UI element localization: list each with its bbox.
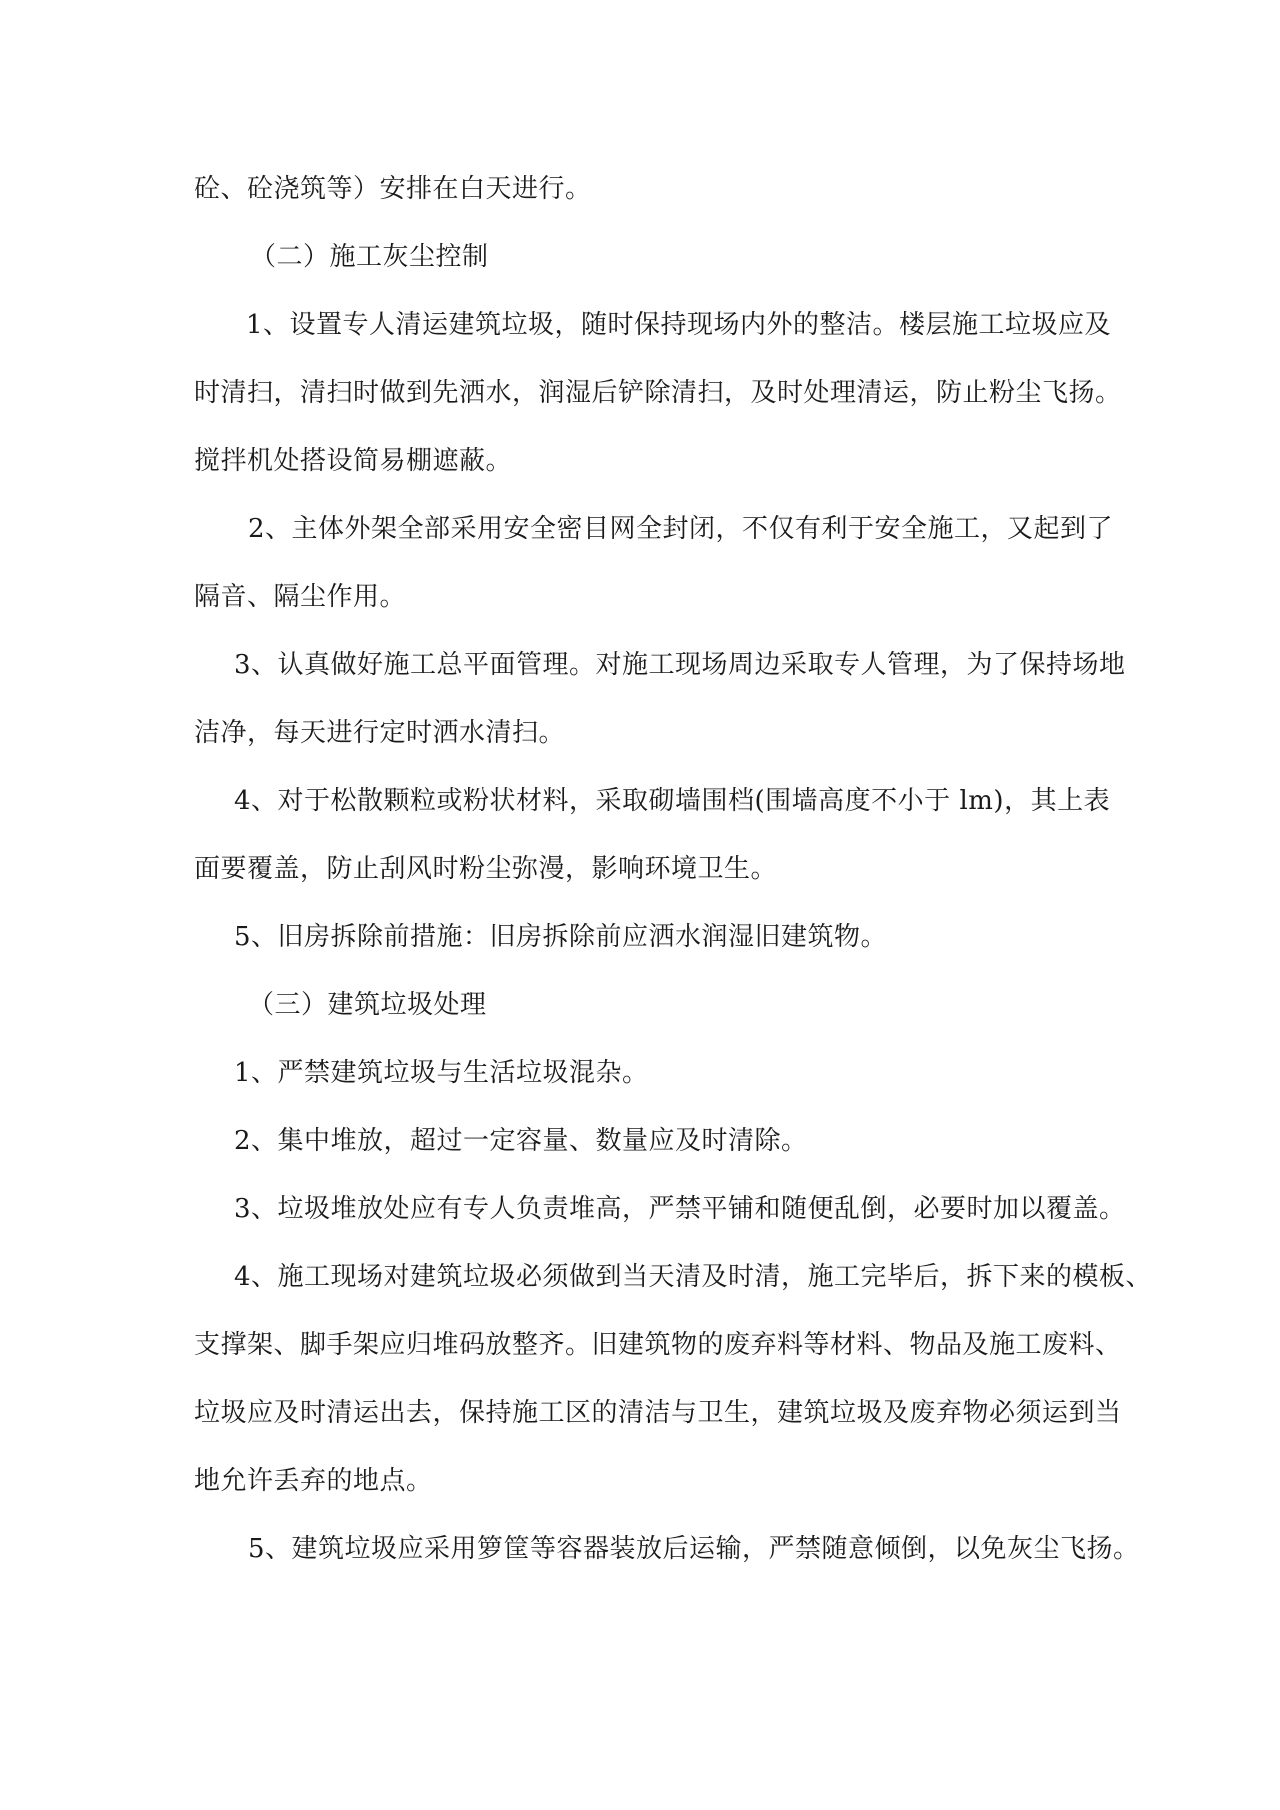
paragraph-waste-2 [194, 1107, 1090, 1175]
text-line: 搅拌机处搭设简易棚遮蔽。 [194, 446, 513, 476]
text-line: 隔音、隔尘作用。 [194, 582, 407, 612]
paragraph-item-3 [194, 631, 1126, 767]
text-line: 4、施工现场对建筑垃圾必须做到当天清及时清，施工完毕后，拆下来的模板、 [234, 1262, 1153, 1292]
paragraph-item-2 [194, 495, 1114, 631]
paragraph-item-4 [194, 767, 1111, 903]
text-line: 砼、砼浇筑等）安排在白天进行。 [194, 174, 592, 204]
text-line: 1、设置专人清运建筑垃圾，随时保持现场内外的整洁。楼层施工垃圾应及 [246, 310, 1112, 340]
text-line: 5、旧房拆除前措施：旧房拆除前应洒水润湿旧建筑物。 [234, 922, 888, 952]
text-line: 面要覆盖，防止刮风时粉尘弥漫，影响环境卫生。 [194, 854, 778, 884]
text-line: 地允许丢弃的地点。 [194, 1466, 433, 1496]
heading-text: （二）施工灰尘控制 [250, 242, 489, 272]
section-heading-waste [194, 971, 1090, 1039]
text-line: 垃圾应及时清运出去，保持施工区的清洁与卫生，建筑垃圾及废弃物必须运到当 [194, 1398, 1122, 1428]
text-line: 洁净，每天进行定时洒水清扫。 [194, 718, 566, 748]
heading-text: （三）建筑垃圾处理 [248, 990, 487, 1020]
paragraph-waste-1 [194, 1039, 1090, 1107]
text-line: 支撑架、脚手架应归堆码放整齐。旧建筑物的废弃料等材料、物品及施工废料、 [194, 1330, 1122, 1360]
paragraph-item-5 [194, 903, 1090, 971]
section-heading-dust-control [194, 223, 1090, 291]
text-line: 2、集中堆放，超过一定容量、数量应及时清除。 [234, 1126, 808, 1156]
text-line: 时清扫，清扫时做到先洒水，润湿后铲除清扫，及时处理清运，防止粉尘飞扬。 [194, 378, 1122, 408]
paragraph-item-1 [194, 291, 1122, 495]
paragraph-waste-4 [194, 1243, 1153, 1515]
text-line: 5、建筑垃圾应采用箩筐等容器装放后运输，严禁随意倾倒，以免灰尘飞扬。 [248, 1534, 1140, 1564]
paragraph-continuation [194, 155, 1090, 223]
text-line: 4、对于松散颗粒或粉状材料，采取砌墙围档(围墙高度不小于 lm)，其上表 [234, 786, 1111, 816]
text-line: 3、垃圾堆放处应有专人负责堆高，严禁平铺和随便乱倒，必要时加以覆盖。 [234, 1194, 1126, 1224]
text-line: 2、主体外架全部采用安全密目网全封闭，不仅有利于安全施工，又起到了 [248, 514, 1114, 544]
text-line: 1、严禁建筑垃圾与生活垃圾混杂。 [234, 1058, 649, 1088]
paragraph-waste-3 [194, 1175, 1126, 1243]
text-line: 3、认真做好施工总平面管理。对施工现场周边采取专人管理，为了保持场地 [234, 650, 1126, 680]
paragraph-waste-5 [194, 1515, 1140, 1583]
